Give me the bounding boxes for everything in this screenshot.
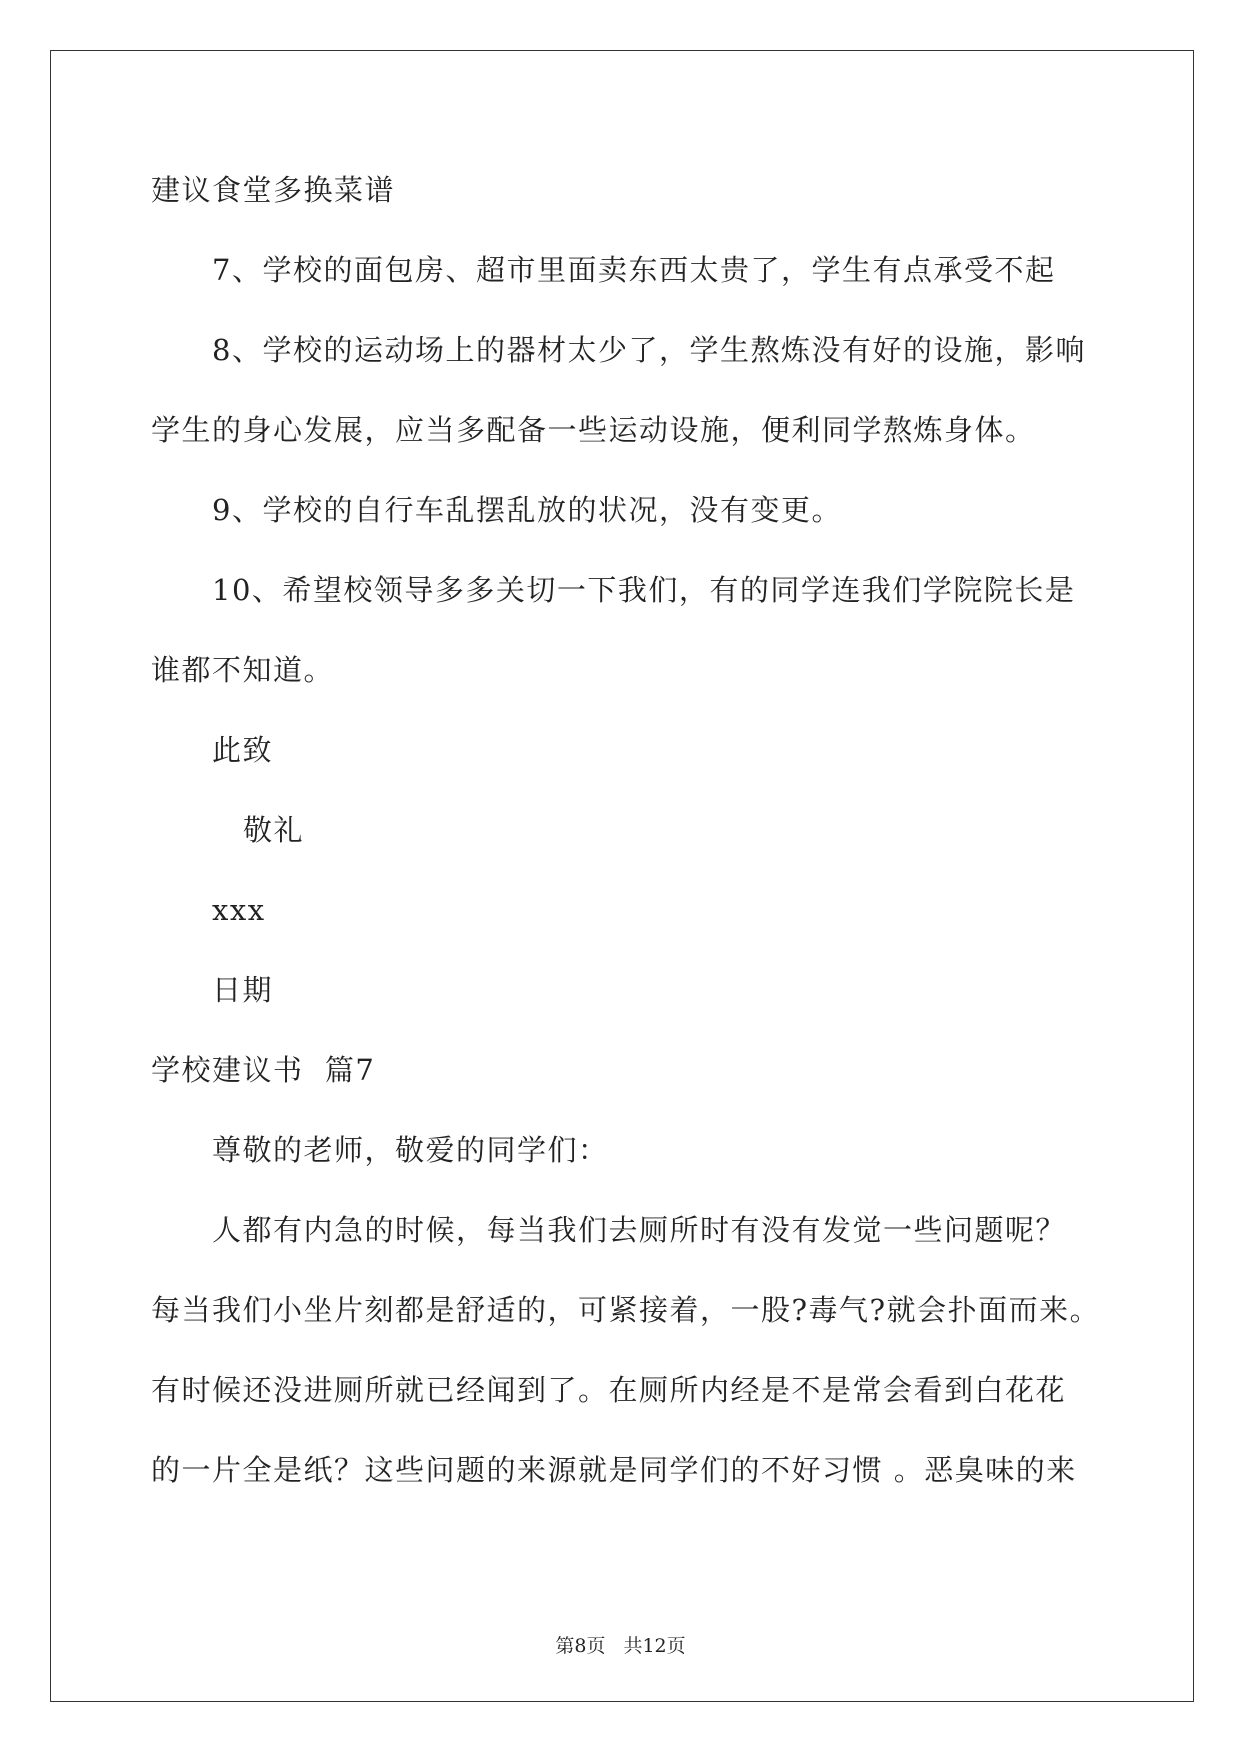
text-line-15: 每当我们小坐片刻都是舒适的，可紧接着，一股?毒气?就会扑面而来。 xyxy=(151,1293,1101,1327)
section-title: 学校建议书 篇7 xyxy=(151,1053,376,1087)
page-number-current: 第8页 xyxy=(555,1635,606,1657)
signature-date: 日期 xyxy=(212,973,274,1007)
signature-name: xxx xyxy=(212,893,266,927)
text-line-1: 建议食堂多换菜谱 xyxy=(151,173,396,207)
text-line-17: 的一片全是纸？这些问题的来源就是同学们的不好习惯 。恶臭味的来 xyxy=(151,1453,1077,1487)
closing-salutation: 此致 xyxy=(212,733,274,767)
text-line-4: 学生的身心发展，应当多配备一些运动设施，便利同学熬炼身体。 xyxy=(151,413,1036,447)
page-footer xyxy=(0,1634,1241,1658)
text-line-6: 10、希望校领导多多关切一下我们，有的同学连我们学院院长是 xyxy=(212,573,1076,607)
text-line-5: 9、学校的自行车乱摆乱放的状况，没有变更。 xyxy=(212,493,842,527)
text-line-14: 人都有内急的时候，每当我们去厕所时有没有发觉一些问题呢？ xyxy=(212,1213,1067,1247)
text-line-3: 8、学校的运动场上的器材太少了，学生熬炼没有好的设施，影响 xyxy=(212,333,1086,367)
text-line-7: 谁都不知道。 xyxy=(151,653,335,687)
text-line-2: 7、学校的面包房、超市里面卖东西太贵了，学生有点承受不起 xyxy=(212,253,1056,287)
page-number-total: 共12页 xyxy=(623,1635,686,1657)
text-line-16: 有时候还没进厕所就已经闻到了。在厕所内经是不是常会看到白花花 xyxy=(151,1373,1067,1407)
letter-greeting: 尊敬的老师，敬爱的同学们： xyxy=(212,1133,609,1167)
closing-respect: 敬礼 xyxy=(243,813,305,847)
